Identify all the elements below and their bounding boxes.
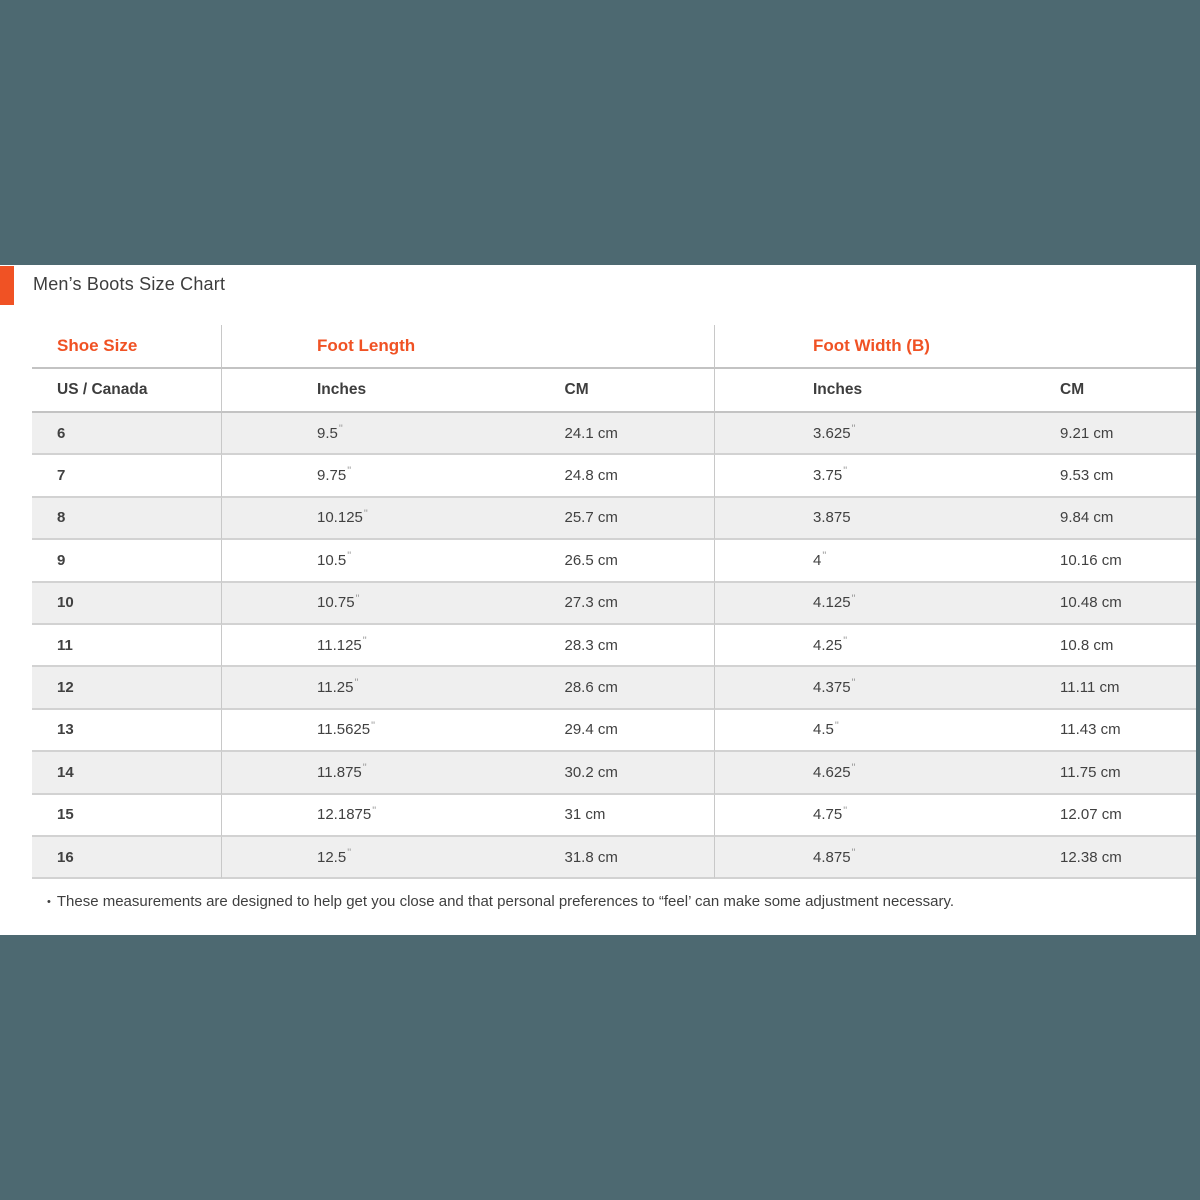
inch-mark: ": [834, 719, 839, 732]
table-cell: 9: [32, 540, 221, 582]
table-cell: 29.4 cm: [468, 710, 715, 752]
table-cell: 30.2 cm: [468, 752, 715, 794]
table-cell: 11.43 cm: [955, 710, 1196, 752]
table-cell: 12: [32, 667, 221, 709]
table-cell: 11.875 ": [221, 752, 468, 794]
table-cell: 9.75 ": [221, 455, 468, 497]
table-cell: 3.625 ": [714, 413, 955, 455]
table-cell: 15: [32, 795, 221, 837]
inch-mark: ": [843, 804, 848, 817]
inch-mark: ": [347, 846, 352, 859]
table-cell: 4.25 ": [714, 625, 955, 667]
column-header-2: CM: [468, 369, 715, 413]
inch-mark: ": [822, 550, 827, 563]
column-header-4: CM: [955, 369, 1196, 413]
table-cell: 9.21 cm: [955, 413, 1196, 455]
table-cell: 11.125 ": [221, 625, 468, 667]
table-cell: 24.8 cm: [468, 455, 715, 497]
table-cell: 4.75 ": [714, 795, 955, 837]
table-cell: 8: [32, 498, 221, 540]
table-cell: 31.8 cm: [468, 837, 715, 879]
group-header-shoe-size: Shoe Size: [32, 325, 221, 369]
inch-mark: ": [851, 677, 856, 690]
inch-mark: ": [851, 423, 856, 435]
table-cell: 3.75 ": [714, 455, 955, 497]
table-cell: 25.7 cm: [468, 498, 715, 540]
table-cell: 10.8 cm: [955, 625, 1196, 667]
table-cell: 16: [32, 837, 221, 879]
table-cell: 10.5 ": [221, 540, 468, 582]
table-cell: 28.6 cm: [468, 667, 715, 709]
size-chart-panel: [0, 265, 1196, 935]
inch-mark: ": [363, 507, 368, 520]
inch-mark: ": [372, 804, 377, 817]
group-header-foot-width-b: Foot Width (B): [714, 325, 1196, 369]
table-cell: 24.1 cm: [468, 413, 715, 455]
inch-mark: ": [354, 677, 359, 690]
inch-mark: ": [843, 634, 848, 647]
column-header-3: Inches: [714, 369, 955, 413]
table-cell: 7: [32, 455, 221, 497]
measurement-note: [47, 893, 954, 910]
inch-mark: ": [347, 465, 352, 478]
table-cell: 12.38 cm: [955, 837, 1196, 879]
table-cell: 12.5 ": [221, 837, 468, 879]
table-cell: 9.53 cm: [955, 455, 1196, 497]
table-cell: 4.375 ": [714, 667, 955, 709]
table-cell: 31 cm: [468, 795, 715, 837]
column-header-0: US / Canada: [32, 369, 221, 413]
table-cell: 11.75 cm: [955, 752, 1196, 794]
note-bullet: •: [47, 896, 51, 908]
size-chart-table: [32, 325, 1196, 879]
accent-bar: [0, 266, 14, 305]
table-cell: 6: [32, 413, 221, 455]
inch-mark: ": [851, 846, 856, 859]
table-cell: 26.5 cm: [468, 540, 715, 582]
table-cell: 3.875: [714, 498, 955, 540]
table-cell: 10.16 cm: [955, 540, 1196, 582]
inch-mark: ": [851, 762, 856, 775]
table-cell: 11.25 ": [221, 667, 468, 709]
page-title: Men’s Boots Size Chart: [33, 274, 226, 294]
column-header-1: Inches: [221, 369, 468, 413]
inch-mark: ": [362, 762, 367, 775]
inch-mark: ": [362, 634, 367, 647]
table-cell: 9.84 cm: [955, 498, 1196, 540]
table-cell: 10.48 cm: [955, 583, 1196, 625]
table-cell: 4.625 ": [714, 752, 955, 794]
table-cell: 10.75 ": [221, 583, 468, 625]
inch-mark: ": [355, 592, 360, 605]
table-cell: 4.875 ": [714, 837, 955, 879]
inch-mark: ": [371, 719, 376, 732]
table-cell: 11.5625 ": [221, 710, 468, 752]
table-cell: 4.5 ": [714, 710, 955, 752]
inch-mark: ": [851, 592, 856, 605]
table-cell: 12.1875 ": [221, 795, 468, 837]
table-cell: 12.07 cm: [955, 795, 1196, 837]
table-cell: 28.3 cm: [468, 625, 715, 667]
table-cell: 10: [32, 583, 221, 625]
table-cell: 11.11 cm: [955, 667, 1196, 709]
table-cell: 10.125 ": [221, 498, 468, 540]
table-cell: 4.125 ": [714, 583, 955, 625]
note-text: These measurements are designed to help get you close and that personal preferences to “feel’ can make some adjustment necessary.: [56, 893, 955, 910]
table-cell: 27.3 cm: [468, 583, 715, 625]
table-cell: 4 ": [714, 540, 955, 582]
table-cell: 14: [32, 752, 221, 794]
inch-mark: ": [338, 423, 343, 435]
group-header-foot-length: Foot Length: [221, 325, 714, 369]
table-cell: 9.5 ": [221, 413, 468, 455]
inch-mark: ": [347, 550, 352, 563]
table-cell: 13: [32, 710, 221, 752]
table-cell: 11: [32, 625, 221, 667]
inch-mark: ": [843, 465, 848, 478]
